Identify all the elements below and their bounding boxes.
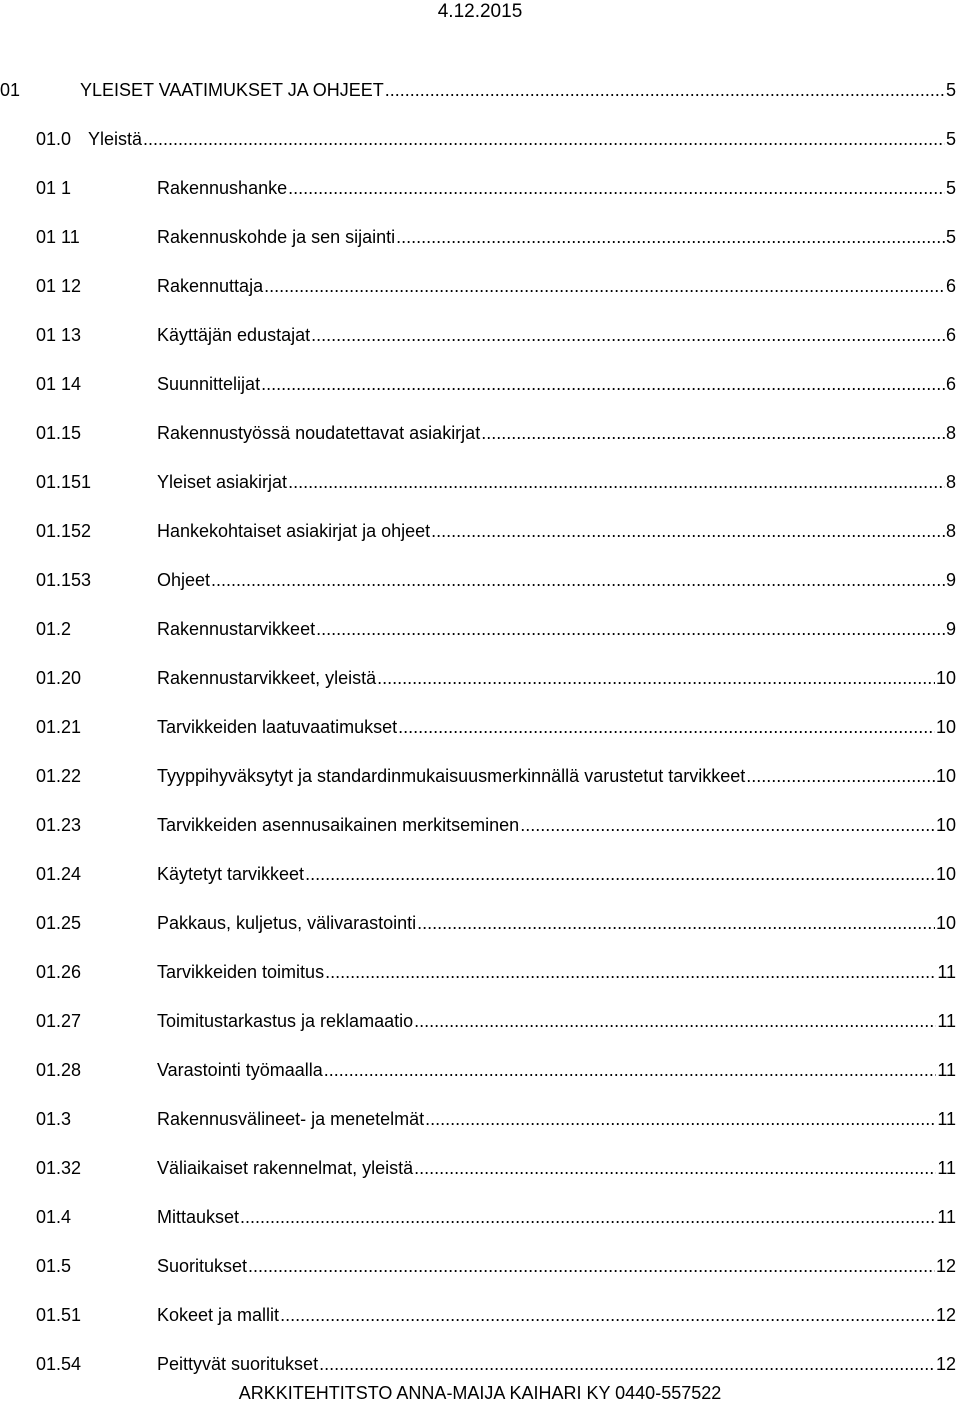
toc-dot-leader: [264, 274, 945, 298]
toc-entry[interactable]: [0, 164, 960, 213]
toc-dot-leader: [325, 960, 936, 984]
toc-dot-leader: [211, 568, 945, 592]
toc-entry-title: Hankekohtaiset asiakirjat ja ohjeet: [157, 521, 431, 541]
toc-entry-main: [157, 519, 956, 543]
toc-entry-title: Tarvikkeiden laatuvaatimukset: [157, 717, 398, 737]
toc-entry[interactable]: [0, 1144, 960, 1193]
toc-entry-title: Kokeet ja mallit: [157, 1305, 280, 1325]
toc-entry-title: Pakkaus, kuljetus, välivarastointi: [157, 913, 417, 933]
toc-dot-leader: [414, 1156, 936, 1180]
toc-entry-title: Rakennuttaja: [157, 276, 264, 296]
toc-entry-number: 01 11: [36, 227, 80, 247]
toc-entry-title: Tarvikkeiden asennusaikainen merkitseminen: [157, 815, 520, 835]
toc-entry-page: 9: [945, 619, 956, 639]
toc-entry-number: 01.27: [36, 1011, 82, 1031]
toc-entry-title: Tarvikkeiden toimitus: [157, 962, 325, 982]
toc-entry-main: [157, 1058, 956, 1082]
footer-text: ARKKITEHTITSTO ANNA-MAIJA KAIHARI KY 0440-557522: [238, 1383, 722, 1403]
toc-dot-leader: [248, 1254, 935, 1278]
toc-entry-page: 11: [937, 1158, 956, 1178]
toc-entry-main: [157, 568, 956, 592]
toc-entry-title: Yleistä: [88, 129, 143, 149]
toc-entry[interactable]: [0, 752, 960, 801]
toc-entry-number: 01.152: [36, 521, 92, 541]
toc-entry-page: 10: [935, 668, 956, 688]
toc-entry[interactable]: [0, 458, 960, 507]
toc-entry-main: [157, 1303, 956, 1327]
toc-entry-page: 12: [935, 1305, 956, 1325]
toc-entry-page: 6: [945, 276, 956, 296]
toc-entry-number: 01.23: [36, 815, 82, 835]
toc-entry[interactable]: [0, 115, 960, 164]
toc-entry-number: 01 14: [36, 374, 82, 394]
toc-entry-main: [157, 323, 956, 347]
toc-entry-title: Väliaikaiset rakennelmat, yleistä: [157, 1158, 414, 1178]
toc-entry[interactable]: [0, 1095, 960, 1144]
toc-dot-leader: [414, 1009, 936, 1033]
toc-entry-page: 12: [935, 1256, 956, 1276]
toc-entry-page: 12: [935, 1354, 956, 1374]
header-date: 4.12.2015: [437, 1, 523, 22]
toc-dot-leader: [280, 1303, 935, 1327]
toc-entry-main: [157, 764, 956, 788]
toc-entry-number: 01.20: [36, 668, 82, 688]
toc-entry[interactable]: [0, 997, 960, 1046]
toc-entry-page: 5: [945, 178, 956, 198]
toc-dot-leader: [288, 470, 945, 494]
toc-entry-main: [88, 127, 956, 151]
toc-entry[interactable]: [0, 850, 960, 899]
toc-entry-number: 01 1: [36, 178, 72, 198]
toc-entry-number: 01.25: [36, 913, 82, 933]
toc-entry-number: 01.28: [36, 1060, 82, 1080]
toc-dot-leader: [316, 617, 945, 641]
toc-entry-number: 01.15: [36, 423, 82, 443]
toc-entry-number: 01: [0, 80, 21, 100]
toc-entry[interactable]: [0, 948, 960, 997]
toc-entry-main: [157, 372, 956, 396]
toc-entry[interactable]: [0, 311, 960, 360]
toc-entry[interactable]: [0, 899, 960, 948]
toc-entry[interactable]: [0, 801, 960, 850]
toc-entry[interactable]: [0, 1193, 960, 1242]
toc-entry-page: 10: [935, 864, 956, 884]
toc-entry-page: 11: [937, 1207, 956, 1227]
toc-entry-number: 01.153: [36, 570, 92, 590]
toc-dot-leader: [319, 1352, 935, 1376]
toc-entry-main: [157, 1205, 956, 1229]
toc-entry-title: Ohjeet: [157, 570, 211, 590]
toc-entry-title: YLEISET VAATIMUKSET JA OHJEET: [80, 80, 384, 100]
toc-dot-leader: [431, 519, 945, 543]
toc-entry-main: [157, 715, 956, 739]
toc-entry[interactable]: [0, 1242, 960, 1291]
toc-entry-page: 6: [945, 374, 956, 394]
toc-entry[interactable]: [0, 1046, 960, 1095]
toc-entry-page: 8: [945, 472, 956, 492]
table-of-contents: [0, 66, 960, 1389]
toc-entry-title: Käytetyt tarvikkeet: [157, 864, 305, 884]
toc-entry-page: 8: [945, 521, 956, 541]
toc-dot-leader: [377, 666, 935, 690]
toc-entry-number: 01 12: [36, 276, 82, 296]
toc-entry-main: [157, 1156, 956, 1180]
toc-entry[interactable]: [0, 507, 960, 556]
toc-entry-main: [157, 666, 956, 690]
toc-entry[interactable]: [0, 605, 960, 654]
toc-entry-title: Toimitustarkastus ja reklamaatio: [157, 1011, 414, 1031]
toc-entry-main: [157, 862, 956, 886]
toc-dot-leader: [746, 764, 935, 788]
toc-entry[interactable]: [0, 654, 960, 703]
toc-entry-number: 01.21: [36, 717, 82, 737]
toc-entry-main: [80, 78, 956, 102]
toc-entry-title: Rakennustarvikkeet: [157, 619, 316, 639]
toc-dot-leader: [261, 372, 945, 396]
toc-entry-page: 6: [945, 325, 956, 345]
toc-entry-page: 9: [945, 570, 956, 590]
toc-entry-page: 5: [945, 227, 956, 247]
toc-dot-leader: [288, 176, 945, 200]
toc-entry-main: [157, 421, 956, 445]
toc-entry-number: 01.151: [36, 472, 92, 492]
toc-entry-main: [157, 1254, 956, 1278]
toc-entry-page: 5: [945, 129, 956, 149]
toc-entry-number: 01.4: [36, 1207, 72, 1227]
toc-dot-leader: [385, 78, 945, 102]
toc-entry-page: 10: [935, 815, 956, 835]
toc-entry-number: 01.26: [36, 962, 82, 982]
toc-entry-page: 11: [937, 1011, 956, 1031]
toc-entry-main: [157, 617, 956, 641]
toc-dot-leader: [417, 911, 935, 935]
toc-entry-page: 10: [935, 717, 956, 737]
toc-entry[interactable]: [0, 1291, 960, 1340]
toc-entry[interactable]: [0, 213, 960, 262]
toc-entry-main: [157, 225, 956, 249]
toc-dot-leader: [311, 323, 945, 347]
toc-entry-main: [157, 274, 956, 298]
toc-entry-title: Rakennushanke: [157, 178, 288, 198]
toc-entry-main: [157, 960, 956, 984]
toc-entry-title: Käyttäjän edustajat: [157, 325, 311, 345]
toc-entry[interactable]: [0, 66, 960, 115]
toc-entry-page: 8: [945, 423, 956, 443]
toc-dot-leader: [396, 225, 945, 249]
toc-dot-leader: [520, 813, 935, 837]
toc-entry-number: 01.2: [36, 619, 72, 639]
toc-entry-number: 01.22: [36, 766, 82, 786]
toc-entry-title: Rakennuskohde ja sen sijainti: [157, 227, 396, 247]
toc-entry-page: 10: [935, 766, 956, 786]
toc-entry-title: Suunnittelijat: [157, 374, 261, 394]
toc-entry-number: 01 13: [36, 325, 82, 345]
toc-dot-leader: [324, 1058, 937, 1082]
toc-entry[interactable]: [0, 262, 960, 311]
toc-entry-number: 01.32: [36, 1158, 82, 1178]
toc-entry-page: 11: [937, 962, 956, 982]
toc-entry-main: [157, 911, 956, 935]
toc-entry-number: 01.24: [36, 864, 82, 884]
toc-entry-page: 10: [935, 913, 956, 933]
toc-dot-leader: [143, 127, 945, 151]
toc-entry-main: [157, 1107, 956, 1131]
toc-entry-title: Suoritukset: [157, 1256, 248, 1276]
toc-dot-leader: [240, 1205, 936, 1229]
toc-entry-title: Mittaukset: [157, 1207, 240, 1227]
toc-dot-leader: [398, 715, 935, 739]
toc-entry-number: 01.3: [36, 1109, 72, 1129]
toc-entry-title: Tyyppihyväksytyt ja standardinmukaisuusmerkinnällä varustetut tarvikkeet: [157, 766, 746, 786]
toc-entry-title: Rakennustyössä noudatettavat asiakirjat: [157, 423, 481, 443]
toc-entry-main: [157, 1009, 956, 1033]
toc-dot-leader: [305, 862, 935, 886]
toc-entry-title: Peittyvät suoritukset: [157, 1354, 319, 1374]
toc-entry-number: 01.5: [36, 1256, 72, 1276]
toc-dot-leader: [481, 421, 945, 445]
toc-entry-number: 01.54: [36, 1354, 82, 1374]
toc-entry-page: 11: [937, 1109, 956, 1129]
toc-dot-leader: [425, 1107, 936, 1131]
toc-entry[interactable]: [0, 703, 960, 752]
toc-entry-title: Rakennusvälineet- ja menetelmät: [157, 1109, 425, 1129]
toc-entry-number: 01.0: [36, 129, 72, 149]
toc-entry-title: Varastointi työmaalla: [157, 1060, 323, 1080]
toc-entry-main: [157, 1352, 956, 1376]
toc-entry[interactable]: [0, 409, 960, 458]
toc-entry-title: Rakennustarvikkeet, yleistä: [157, 668, 377, 688]
toc-entry-number: 01.51: [36, 1305, 82, 1325]
toc-entry[interactable]: [0, 360, 960, 409]
toc-entry-title: Yleiset asiakirjat: [157, 472, 288, 492]
toc-entry[interactable]: [0, 556, 960, 605]
toc-entry-page: 5: [945, 80, 956, 100]
toc-entry-main: [157, 470, 956, 494]
toc-entry-main: [157, 813, 956, 837]
toc-entry-main: [157, 176, 956, 200]
toc-entry-page: 11: [937, 1060, 956, 1080]
